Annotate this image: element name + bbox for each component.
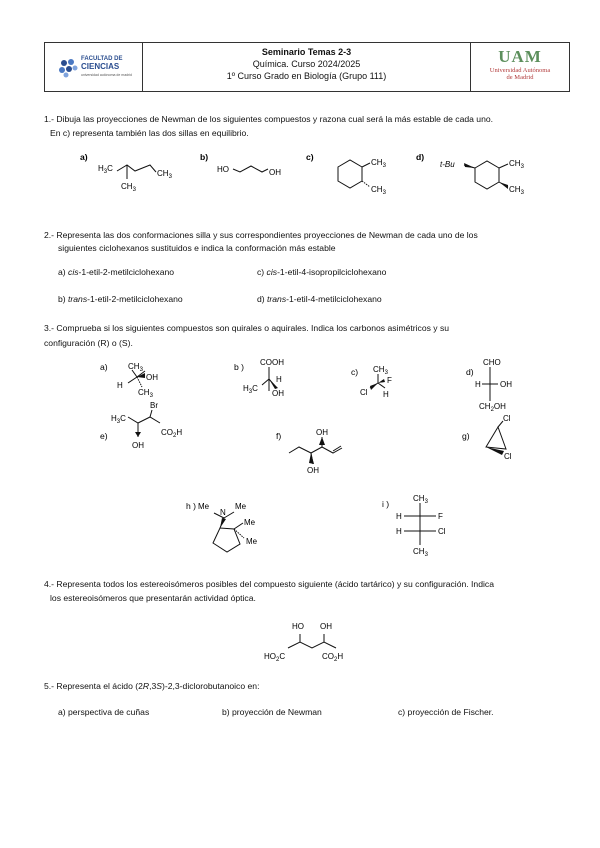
q4-ho: HO xyxy=(292,622,304,631)
q3f-oh-top: OH xyxy=(316,428,328,437)
q2-item-b: b) trans-1-etil-2-metilciclohexano xyxy=(58,294,183,304)
q3e-co2h: $CO_2H$ xyxy=(161,428,183,439)
q3b-h3c: $H_3C$ xyxy=(243,384,258,395)
course-line: Química. Curso 2024/2025 xyxy=(252,59,361,69)
q3-statement-line1: 3.- Comprueba si los siguientes compuestos son quirales o aquirales. Indica los carbonos asimétricos y su xyxy=(44,323,450,333)
q3h-n: N xyxy=(220,508,226,517)
q2-statement-line1: 2.- Representa las dos conformaciones silla y sus correspondientes proyecciones de Newman de cada uno de los xyxy=(44,230,478,240)
q4-statement-line1: 4.- Representa todos los estereoisómeros posibles del compuesto siguiente (ácido tartárico) y su configuración. Indica xyxy=(44,579,494,589)
q3a-h: H xyxy=(117,381,123,390)
q3g-cl-bottom: Cl xyxy=(504,452,512,461)
q3b-cooh: COOH xyxy=(260,358,284,367)
q3e-br: Br xyxy=(150,401,158,410)
q3d-ch2oh: $CH_2OH$ xyxy=(479,402,506,413)
q5-option-a: a) perspectiva de cuñas xyxy=(58,707,150,717)
q3a-ch3-b: $CH_3$ xyxy=(138,388,153,399)
q3-label-f: f) xyxy=(276,431,282,441)
q1-label-b: b) xyxy=(200,152,209,162)
uam-logo xyxy=(471,43,569,91)
q3i-h2: H xyxy=(396,527,402,536)
q3g-cl-top: Cl xyxy=(503,414,511,423)
q4-tartaric-acid xyxy=(0,612,600,672)
q1b-oh: OH xyxy=(269,168,281,177)
q3i-ch3-top: $CH_3$ xyxy=(413,494,428,505)
q1-label-a: a) xyxy=(80,152,88,162)
q1a-ch3-bottom: $CH_3$ xyxy=(121,182,136,193)
q2-item-d: d) trans-1-etil-4-metilciclohexano xyxy=(257,294,382,304)
q3-label-i: i ) xyxy=(382,499,390,509)
q3h-me-ring: Me xyxy=(244,518,256,527)
q3-label-c: c) xyxy=(351,367,359,377)
q5-option-c: c) proyección de Fischer. xyxy=(398,707,494,717)
header-title-block xyxy=(143,43,471,91)
q1-statement-line2: En c) representa también las dos sillas en equilibrio. xyxy=(50,128,249,138)
q3i-f: F xyxy=(438,512,443,521)
q3-label-a: a) xyxy=(100,362,108,372)
q3a-ch3: $CH_3$ xyxy=(128,362,143,373)
q3-label-b: b ) xyxy=(234,362,245,372)
q5-statement: 5.- Representa el ácido (2R,3S)-2,3-diclorobutanoico en: xyxy=(44,681,260,691)
uam-logo-text: UAM xyxy=(498,47,542,66)
q3b-oh: OH xyxy=(272,389,284,398)
q3b-h: H xyxy=(276,375,282,384)
q1d-ch3-bottom: $CH_3$ xyxy=(509,185,524,196)
q3i-h1: H xyxy=(396,512,402,521)
group-line: 1º Curso Grado en Biología (Grupo 111) xyxy=(226,71,387,81)
q4-statement-line2: los estereoisómeros que presentarán actividad óptica. xyxy=(50,593,256,603)
q3d-cho: CHO xyxy=(483,358,501,367)
q3e-h3c: $H_3C$ xyxy=(111,414,126,425)
q3e-oh: OH xyxy=(132,441,144,450)
q5-option-b: b) proyección de Newman xyxy=(222,707,322,717)
q1a-ch3-right: $CH_3$ xyxy=(157,169,172,180)
q3a-oh: OH xyxy=(146,373,158,382)
q3-label-g: g) xyxy=(462,431,470,441)
q1c-ch3-bottom: $CH_3$ xyxy=(371,185,386,196)
q1c-ch3-top: $CH_3$ xyxy=(371,158,386,169)
q4-ho2c: $HO_2C$ xyxy=(264,652,286,663)
q3d-h: H xyxy=(475,380,481,389)
uam-name-line1: Universidad Autónoma xyxy=(489,67,551,74)
q2-statement-line2: siguientes ciclohexanos sustituidos e indica la conformación más estable xyxy=(58,243,336,253)
q3d-oh: OH xyxy=(500,380,512,389)
q3-label-h: h ) xyxy=(186,501,197,511)
q1a-h3c: $H_3C$ xyxy=(98,164,113,175)
uam-name-line2: de Madrid xyxy=(506,74,534,81)
q3c-ch3: $CH_3$ xyxy=(373,365,388,376)
page-title: Seminario Temas 2-3 xyxy=(261,47,352,57)
header-box xyxy=(44,42,570,92)
q2-item-a: a) cis-1-etil-2-metilciclohexano xyxy=(58,267,175,277)
q3-structures xyxy=(0,355,600,570)
q1d-ch3-top: $CH_3$ xyxy=(509,159,524,170)
faculty-logo xyxy=(45,43,143,91)
q3-statement-line2: configuración (R) o (S). xyxy=(44,338,133,348)
q1b-ho: HO xyxy=(217,165,229,174)
q1-statement-line1: 1.- Dibuja las proyecciones de Newman de los siguientes compuestos y razona cual será la más estable de cada uno. xyxy=(44,114,494,124)
faculty-emblem-icon xyxy=(55,54,81,80)
q1-label-c: c) xyxy=(306,152,314,162)
q1d-tbu: t-Bu xyxy=(440,160,455,169)
q3i-cl: Cl xyxy=(438,527,446,536)
q3-label-d: d) xyxy=(466,367,474,377)
q4-co2h: $CO_2H$ xyxy=(322,652,344,663)
q3c-f: F xyxy=(387,376,392,385)
q3i-ch3-bottom: $CH_3$ xyxy=(413,547,428,558)
q3c-h: H xyxy=(383,390,389,399)
q1-structures xyxy=(0,145,600,215)
q2-item-c: c) cis-1-etil-4-isopropilciclohexano xyxy=(257,267,387,277)
q3-label-e: e) xyxy=(100,431,108,441)
faculty-name: FACULTAD DE CIENCIAS universidad autónoma de madrid xyxy=(81,55,132,77)
q3f-oh-bottom: OH xyxy=(307,466,319,475)
q3h-me-dash: Me xyxy=(246,537,258,546)
q3h-me-left: Me xyxy=(198,502,210,511)
q3h-me-right: Me xyxy=(235,502,247,511)
q3c-cl: Cl xyxy=(360,388,368,397)
q1-label-d: d) xyxy=(416,152,425,162)
q4-oh: OH xyxy=(320,622,332,631)
